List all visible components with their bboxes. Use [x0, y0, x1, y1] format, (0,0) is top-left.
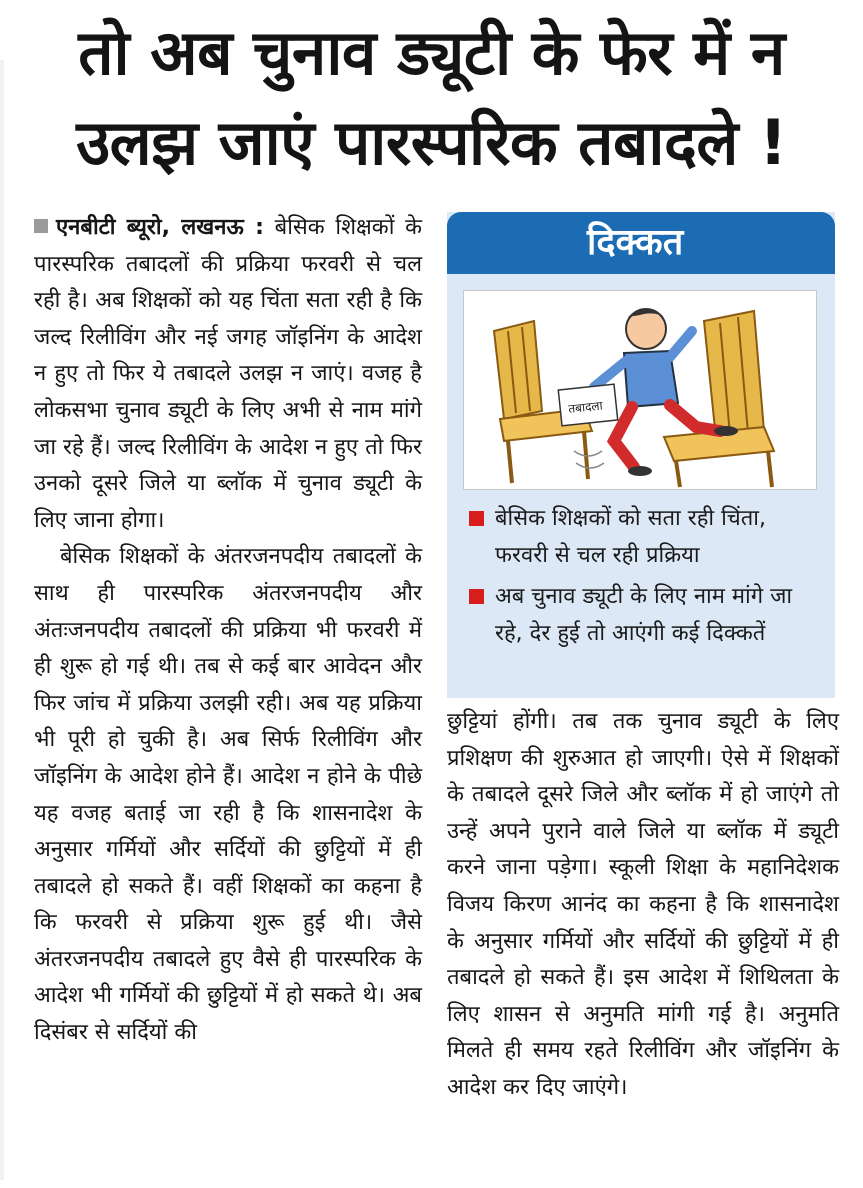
article-paragraph-1	[34, 210, 422, 539]
motion-line	[576, 463, 604, 468]
headline-line-2: उलझ जाएं पारस्परिक तबादले !	[76, 106, 787, 179]
page-edge-rule	[0, 60, 4, 1180]
sidebar-point	[469, 500, 819, 574]
sidebar-point-text: अब चुनाव ड्यूटी के लिए नाम मांगे जा रहे, देर हुई तो आएंगी कई दिक्कतें	[495, 584, 793, 646]
headline-line-1: तो अब चुनाव ड्यूटी के फेर में न	[78, 16, 785, 89]
article-paragraph-1-text: बेसिक शिक्षकों के पारस्परिक तबादलों की प्रक्रिया फरवरी से चल रही है। अब शिक्षकों को यह चिंता सता रही है कि जल्द रिलीविंग और नई जगह जॉइनिंग के आदेश न हुए तो फिर ये तबादले उलझ न जाएं। वजह है लोकसभा चुनाव ड्यूटी के लिए अभी से नाम मांगे जा रहे हैं। जल्द रिलीविंग के आदेश न हुए तो फिर उनको दूसरे जिले या ब्लॉक में चुनाव ड्यूटी के लिए जाना होगा।	[34, 215, 423, 533]
article-right-column	[447, 704, 839, 1107]
sidebar-points	[469, 500, 819, 656]
cartoon-illustration-drawing	[464, 291, 816, 489]
red-square-bullet-icon	[469, 589, 484, 604]
article-paragraph-2: बेसिक शिक्षकों के अंतरजनपदीय तबादलों के साथ ही पारस्परिक अंतरजनपदीय और अंतःजनपदीय तबादलों की प्रक्रिया भी फरवरी में ही शुरू हो गई थी। तब से कई बार आवेदन और फिर जांच में प्रक्रिया उलझी रही। अब यह प्रक्रिया भी पूरी हो चुकी है। अब सिर्फ रिलीविंग और जॉइनिंग के आदेश होने हैं। आदेश न होने के पीछे यह वजह बताई जा रही है कि शासनादेश के अनुसार गर्मियों और सर्दियों की छुट्टियों में ही तबादले हो सकते हैं। वहीं शिक्षकों का कहना है कि फरवरी से प्रक्रिया शुरू हुई थी। जैसे अंतरजनपदीय तबादले हुए वैसे ही पारस्परिक के आदेश भी गर्मियों की छुट्टियों में हो सकते थे। अब दिसंबर से सर्दियों की	[34, 544, 422, 1046]
byline-square-icon	[34, 219, 48, 233]
motion-line	[574, 451, 602, 456]
cartoon-illustration	[463, 290, 817, 490]
sidebar-point	[469, 578, 819, 652]
sidebar-point-text: बेसिक शिक्षकों को सता रही चिंता, फरवरी से चल रही प्रक्रिया	[495, 506, 767, 568]
headline	[0, 8, 863, 188]
paper-sign-label: तबादला	[567, 398, 604, 417]
sidebar-box	[447, 212, 835, 698]
article-paragraph-3: छुट्टियां होंगी। तब तक चुनाव ड्यूटी के लिए प्रशिक्षण की शुरुआत हो जाएगी। ऐसे में शिक्षकों के तबादले दूसरे जिले और ब्लॉक में हो जाएंगे तो उन्हें अपने पुराने वाले जिले या ब्लॉक में ड्यूटी करने जाना पड़ेगा। स्कूली शिक्षा के महानिदेशक विजय किरण आनंद का कहना है कि शासनादेश के अनुसार गर्मियों और सर्दियों की छुट्टियों में ही तबादले हो सकते हैं। इस आदेश में शिथिलता के लिए शासन से अनुमति मांगी गई है। अनुमति मिलते ही समय रहते रिलीविंग और जॉइनिंग के आदेश कर दिए जाएंगे।	[447, 709, 839, 1100]
article-left-column	[34, 210, 422, 1052]
red-square-bullet-icon	[469, 511, 484, 526]
byline: एनबीटी ब्यूरो, लखनऊ :	[56, 215, 264, 240]
sidebar-title: दिक्कत	[447, 212, 835, 274]
transfer-paper-icon	[558, 384, 617, 426]
